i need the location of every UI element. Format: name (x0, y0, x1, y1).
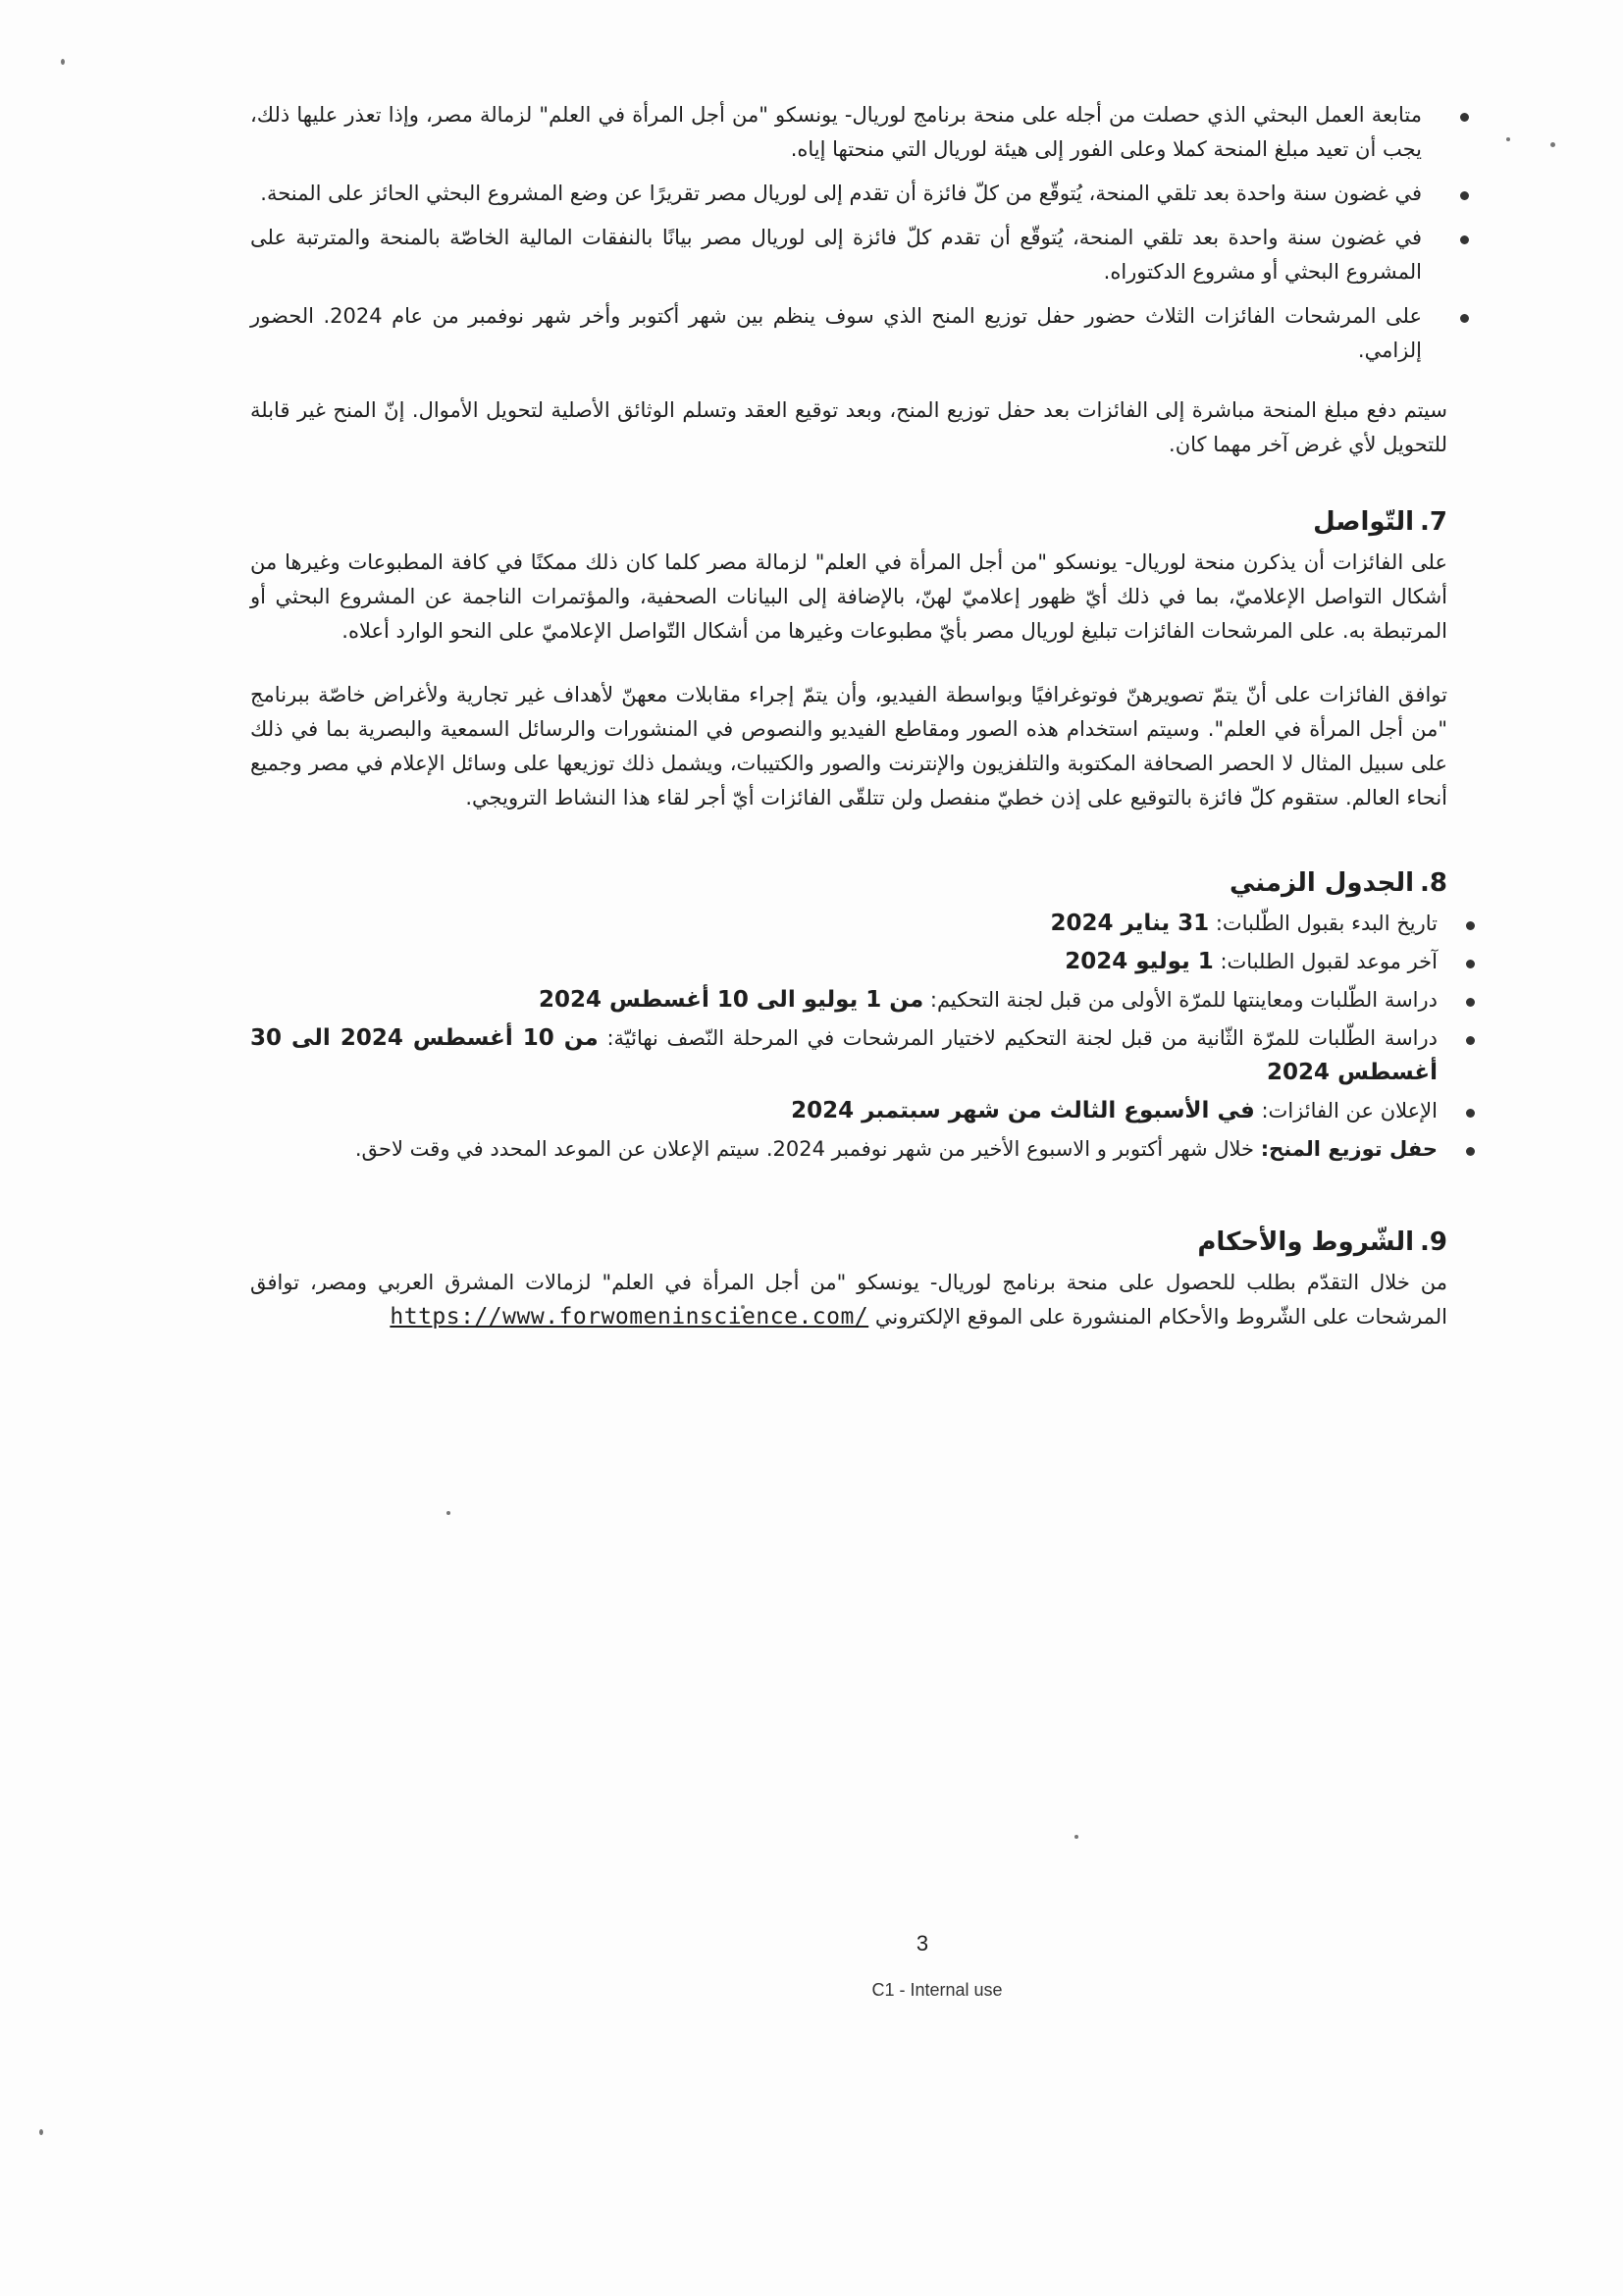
section-title: التّواصل (1313, 507, 1415, 537)
timeline-item (250, 1094, 1447, 1128)
website-link[interactable]: https://www.forwomeninscience.com/ (390, 1304, 869, 1330)
communication-section (250, 505, 1447, 815)
timeline-item (250, 945, 1447, 979)
bullet-icon (1460, 113, 1469, 122)
list-item-text: في غضون سنة واحدة بعد تلقي المنحة، يُتوقّع أن تقدم كلّ فائزة إلى لوريال مصر بيانًا بالنفقات المالية الخاصّة بالمنحة والمترتبة على المشروع البحثي أو مشروع الدكتوراه. (250, 226, 1422, 284)
bullet-icon (1466, 998, 1475, 1007)
section-heading (250, 1226, 1447, 1260)
list-item-text: متابعة العمل البحثي الذي حصلت من أجله على منحة برنامج لوريال- يونسكو "من أجل المرأة في العلم" لزمالة مصر، وإذا تعذر عليها ذلك، يجب أن تعيد مبلغ المنحة كملا وعلى الفور إلى هيئة لوريال التي منحتها إياه. (250, 103, 1422, 161)
timeline-date: من 10 أغسطس 2024 الى 30 أغسطس 2024 (250, 1025, 1438, 1085)
timeline-item (250, 1132, 1447, 1167)
timeline-date: خلال شهر أكتوبر و الاسبوع الأخير من شهر نوفمبر 2024. سيتم الإعلان عن الموعد المحدد في وقت لاحق. (354, 1137, 1255, 1161)
scan-speck (1550, 142, 1555, 147)
bullet-icon (1466, 960, 1475, 968)
timeline-date: في الأسبوع الثالث من شهر سبتمبر 2024 (791, 1098, 1255, 1123)
list-item (250, 177, 1447, 211)
section-title: الشّروط والأحكام (1197, 1227, 1415, 1257)
document-body (250, 98, 1447, 1334)
obligations-section (250, 98, 1447, 462)
bullet-icon (1466, 1036, 1475, 1045)
timeline-label: حفل توزيع المنح: (1260, 1137, 1438, 1161)
timeline-date: 31 يناير 2024 (1050, 911, 1210, 936)
timeline-item (250, 1021, 1447, 1090)
payment-paragraph: سيتم دفع مبلغ المنحة مباشرة إلى الفائزات بعد حفل توزيع المنح، وبعد توقيع العقد وتسلم الوثائق الأصلية لتحويل الأموال. إنّ المنح غير قابلة للتحويل لأي غرض آخر مهما كان. (250, 398, 1447, 456)
section-number: 8. (1420, 868, 1447, 898)
section-number: 9. (1420, 1227, 1447, 1257)
bullet-icon (1460, 314, 1469, 323)
timeline-date: 1 يوليو 2024 (1065, 949, 1214, 974)
bullet-icon (1466, 1147, 1475, 1156)
timeline-item (250, 983, 1447, 1018)
timeline-label: آخر موعد لقبول الطلبات: (1220, 950, 1438, 973)
timeline-date: من 1 يوليو الى 10 أغسطس 2024 (538, 987, 924, 1013)
timeline-label: دراسة الطّلبات ومعاينتها للمرّة الأولى من قبل لجنة التحكيم: (929, 988, 1438, 1012)
terms-section (250, 1226, 1447, 1334)
bullet-icon (1460, 191, 1469, 200)
list-item (250, 98, 1447, 167)
list-item (250, 221, 1447, 289)
timeline-label: الإعلان عن الفائزات: (1261, 1099, 1438, 1122)
media-consent-paragraph: توافق الفائزات على أنّ يتمّ تصويرهنّ فوتوغرافيًا وبواسطة الفيديو، وأن يتمّ إجراء مقابلات معهنّ لأهداف غير تجارية ولأغراض خاصّة ببرنامج "من أجل المرأة في العلم". وسيتم استخدام هذه الصور ومقاطع الفيديو والنصوص في المنشورات والرسائل السمعية والبصرية بما في ذلك على سبيل المثال لا الحصر الصحافة المكتوبة والتلفزيون والإنترنت والصور والكتيبات، ويشمل ذلك توزيعها على وسائل الإعلام في مصر وجميع أنحاء العالم. ستقوم كلّ فائزة بالتوقيع على إذن خطيّ منفصل ولن تتلقّى الفائزات أيّ أجر لقاء هذا النشاط الترويجي. (250, 683, 1447, 809)
terms-text: من خلال التقدّم بطلب للحصول على منحة برنامج لوريال- يونسكو "من أجل المرأة في العلم" لزمالات المشرق العربي ومصر، توافق المرشحات على الشّروط والأحكام المنشورة على الموقع الإلكتروني (250, 1271, 1447, 1329)
section-heading (250, 505, 1447, 540)
classification-footer: C1 - Internal use (871, 1980, 1003, 2000)
scan-speck (61, 59, 65, 65)
list-item (250, 299, 1447, 368)
section-number: 7. (1420, 507, 1447, 537)
timeline-item (250, 907, 1447, 941)
terms-paragraph (250, 1266, 1447, 1334)
communication-paragraph: على الفائزات أن يذكرن منحة لوريال- يونسكو "من أجل المرأة في العلم" لزمالة مصر كلما كان ذلك ممكنًا في كافة المطبوعات وغيرها من أشكال التواصل الإعلاميّ، بما في ذلك أيّ ظهور إعلاميّ لهنّ، بالإضافة إلى البيانات الصحفية، والمؤتمرات الناجمة عن المشروع البحثي أو المرتبطة به. على المرشحات الفائزات تبليغ لوريال مصر بأيّ مطبوعات وغيرها من أشكال التّواصل الإعلاميّ على النحو الوارد أعلاه. (250, 550, 1447, 643)
timeline-list (250, 907, 1447, 1167)
section-title: الجدول الزمني (1229, 868, 1415, 898)
scan-speck (39, 2129, 43, 2135)
list-item-text: على المرشحات الفائزات الثلاث حضور حفل توزيع المنح الذي سوف ينظم بين شهر أكتوبر وأخر شهر نوفمبر من عام 2024. الحضور إلزامي. (250, 304, 1422, 362)
bullet-icon (1460, 235, 1469, 244)
bullet-icon (1466, 1109, 1475, 1118)
timeline-section (250, 866, 1447, 1167)
scan-speck (1074, 1835, 1078, 1839)
timeline-label: دراسة الطّلبات للمرّة الثّانية من قبل لجنة التحكيم لاختيار المرشحات في المرحلة النّصف نهائيّة: (606, 1026, 1438, 1050)
scan-speck (446, 1511, 450, 1515)
timeline-label: تاريخ البدء بقبول الطّلبات: (1215, 912, 1438, 935)
list-item-text: في غضون سنة واحدة بعد تلقي المنحة، يُتوقّع من كلّ فائزة أن تقدم إلى لوريال مصر تقريرًا عن وضع المشروع البحثي الحائز على المنحة. (260, 182, 1422, 205)
scan-speck (1506, 137, 1510, 141)
page-number: 3 (916, 1931, 929, 1956)
bullet-icon (1466, 921, 1475, 930)
obligations-list (250, 98, 1447, 368)
section-heading (250, 866, 1447, 901)
